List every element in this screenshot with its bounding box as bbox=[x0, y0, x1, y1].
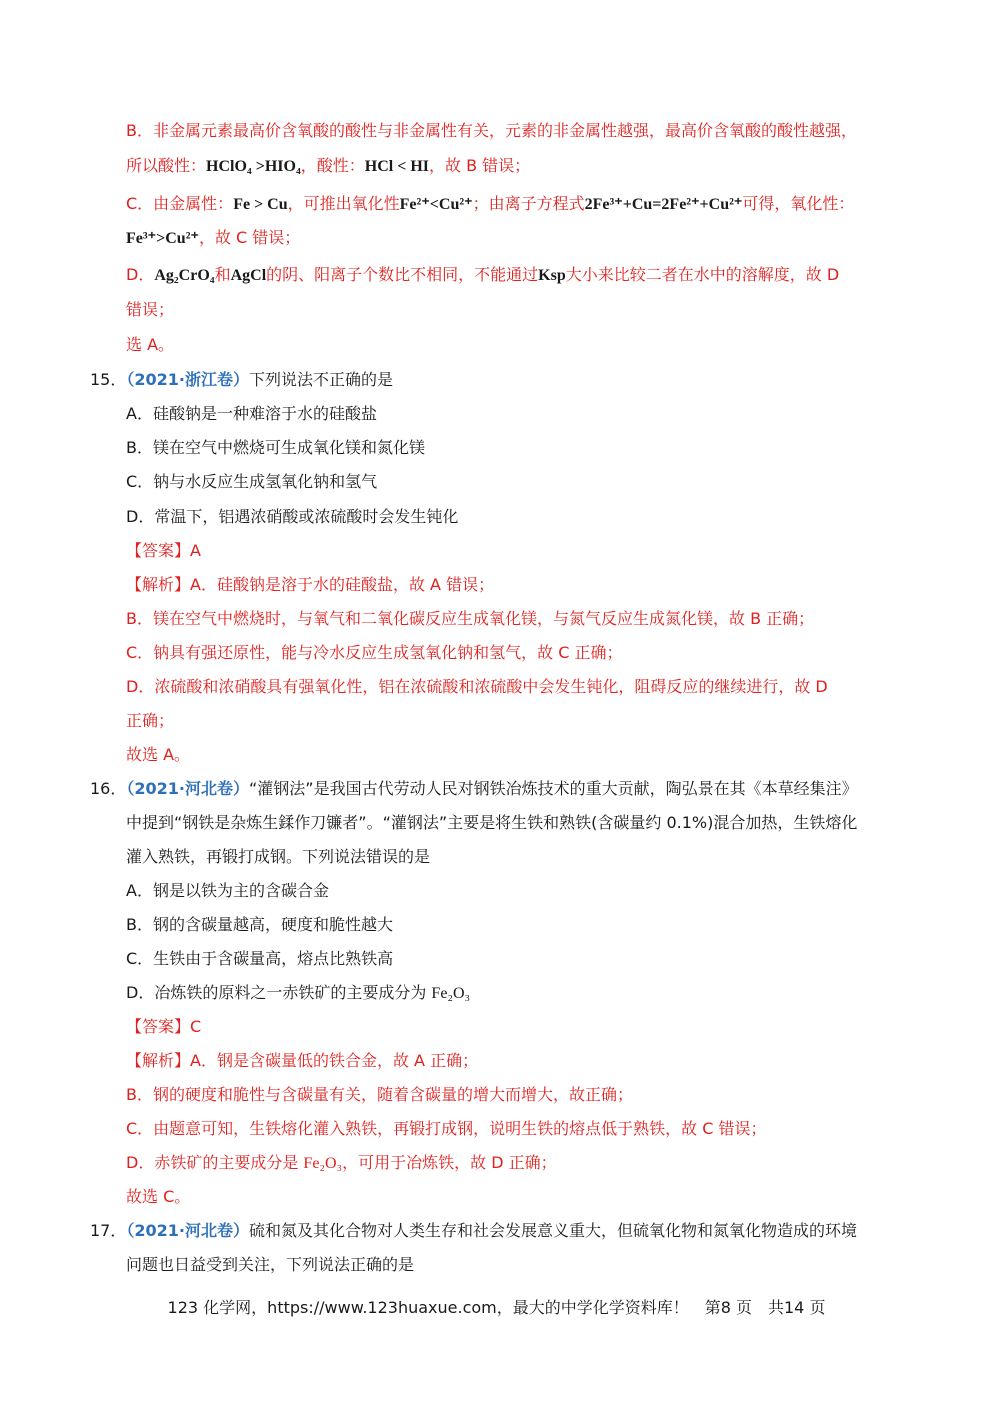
q16-stem-line1: 16．（2021·河北卷）“灌钢法”是我国古代劳动人民对钢铁冶炼技术的重大贡献，陶弘景在其《本草经集注》 bbox=[90, 779, 858, 798]
q16-expl-line: B．钢的硬度和脆性与含碳量有关，随着含碳量的增大而增大，故正确； bbox=[126, 1085, 633, 1104]
q17-source: （2021·河北卷） bbox=[126, 1221, 249, 1240]
q17-number: 17． bbox=[90, 1221, 127, 1240]
formula: Ksp bbox=[538, 267, 566, 284]
q16-source: （2021·河北卷） bbox=[126, 779, 249, 798]
formula: Fe³⁺>Cu²⁺ bbox=[126, 230, 199, 247]
q15-selection: 故选 A。 bbox=[126, 745, 191, 764]
q15-stem bbox=[90, 369, 393, 391]
formula: HCl < HI bbox=[364, 158, 429, 175]
q17-stem-line2: 问题也日益受到关注，下列说法正确的是 bbox=[126, 1255, 415, 1274]
q15-expl-line: B．镁在空气中燃烧时，与氧气和二氧化碳反应生成氧化镁，与氮气反应生成氮化镁，故 B 正确； bbox=[126, 609, 815, 628]
q14-expl-d-line1: D．Ag₂CrO₄和AgCl的阴、阳离子个数比不相同，不能通过Ksp大小来比较二者在水中的溶解度，故 D bbox=[126, 265, 840, 284]
formula: Ag₂CrO₄ bbox=[154, 267, 215, 284]
formula: Fe₂O₃ bbox=[303, 1155, 343, 1172]
q16-answer: 【答案】C bbox=[126, 1017, 202, 1036]
q16-option-a: A．钢是以铁为主的含碳合金 bbox=[126, 881, 329, 900]
q15-option-c: C．钠与水反应生成氢氧化钠和氢气 bbox=[126, 472, 378, 491]
q16-expl-line: 【解析】A．钢是含碳量低的铁合金，故 A 正确； bbox=[126, 1051, 479, 1070]
q15-option-b: B．镁在空气中燃烧可生成氧化镁和氮化镁 bbox=[126, 438, 425, 457]
q16-selection: 故选 C。 bbox=[126, 1187, 191, 1206]
page-footer: 123 化学网，https://www.123huaxue.com，最大的中学化学资料库！ 第8 页 共14 页 bbox=[167, 1298, 826, 1317]
formula: 2Fe³⁺+Cu=2Fe²⁺+Cu²⁺ bbox=[584, 196, 743, 213]
q16-option-c: C．生铁由于含碳量高，熔点比熟铁高 bbox=[126, 949, 394, 968]
q15-expl-line: D．浓硫酸和浓硝酸具有强氧化性，铝在浓硫酸和浓硫酸中会发生钝化，阻碍反应的继续进行，故 D bbox=[126, 677, 828, 696]
formula: HClO₄ >HIO₄ bbox=[206, 158, 301, 175]
q16-number: 16． bbox=[90, 779, 127, 798]
q15-expl-line: 正确； bbox=[126, 711, 175, 730]
q14-expl-b-line2: 所以酸性：HClO₄ >HIO₄，酸性：HCl < HI，故 B 错误； bbox=[126, 156, 531, 175]
q16-expl-line: D．赤铁矿的主要成分是 Fe₂O₃，可用于冶炼铁，故 D 正确； bbox=[126, 1153, 557, 1172]
q16-stem-line3: 灌入熟铁，再锻打成钢。下列说法错误的是 bbox=[126, 847, 431, 866]
formula: Fe²⁺<Cu²⁺ bbox=[399, 196, 473, 213]
q16-option-b: B．钢的含碳量越高，硬度和脆性越大 bbox=[126, 915, 393, 934]
q15-stem-text: 下列说法不正确的是 bbox=[249, 370, 394, 389]
q15-option-a: A．硅酸钠是一种难溶于水的硅酸盐 bbox=[126, 404, 377, 423]
q15-number: 15． bbox=[90, 370, 127, 389]
formula: AgCl bbox=[230, 267, 267, 284]
q15-option-d: D．常温下，铝遇浓硝酸或浓硫酸时会发生钝化 bbox=[126, 507, 459, 526]
q15-expl-line: C．钠具有强还原性，能与冷水反应生成氢氧化钠和氢气，故 C 正确； bbox=[126, 643, 623, 662]
q16-stem-line2: 中提到“钢铁是杂炼生鍒作刀镰者”。“灌钢法”主要是将生铁和熟铁(含碳量约 0.1%)混合加热，生铁熔化 bbox=[126, 813, 858, 832]
q15-source: （2021·浙江卷） bbox=[126, 370, 249, 389]
formula: Fe₂O₃ bbox=[431, 985, 471, 1002]
q14-expl-c-line1: C．由金属性：Fe > Cu，可推出氧化性Fe²⁺<Cu²⁺；由离子方程式2Fe³⁺+Cu=2Fe²⁺+Cu²⁺可得，氧化性： bbox=[126, 194, 855, 213]
formula: Fe > Cu bbox=[233, 196, 288, 213]
q14-expl-d-line2: 错误； bbox=[126, 300, 175, 319]
q15-answer: 【答案】A bbox=[126, 541, 201, 560]
q14-selection: 选 A。 bbox=[126, 335, 175, 354]
q16-option-d: D．冶炼铁的原料之一赤铁矿的主要成分为 Fe₂O₃ bbox=[126, 983, 471, 1002]
q15-expl-line: 【解析】A．硅酸钠是溶于水的硅酸盐，故 A 错误； bbox=[126, 575, 495, 594]
q14-expl-c-line2: Fe³⁺>Cu²⁺，故 C 错误； bbox=[126, 228, 301, 247]
q16-expl-line: C．由题意可知，生铁熔化灌入熟铁，再锻打成钢，说明生铁的熔点低于熟铁，故 C 错误； bbox=[126, 1119, 767, 1138]
q14-expl-b-line1: B．非金属元素最高价含氧酸的酸性与非金属性有关，元素的非金属性越强，最高价含氧酸的酸性越强， bbox=[126, 121, 857, 140]
q17-stem-line1: 17．（2021·河北卷）硫和氮及其化合物对人类生存和社会发展意义重大，但硫氧化物和氮氧化物造成的环境 bbox=[90, 1221, 858, 1240]
